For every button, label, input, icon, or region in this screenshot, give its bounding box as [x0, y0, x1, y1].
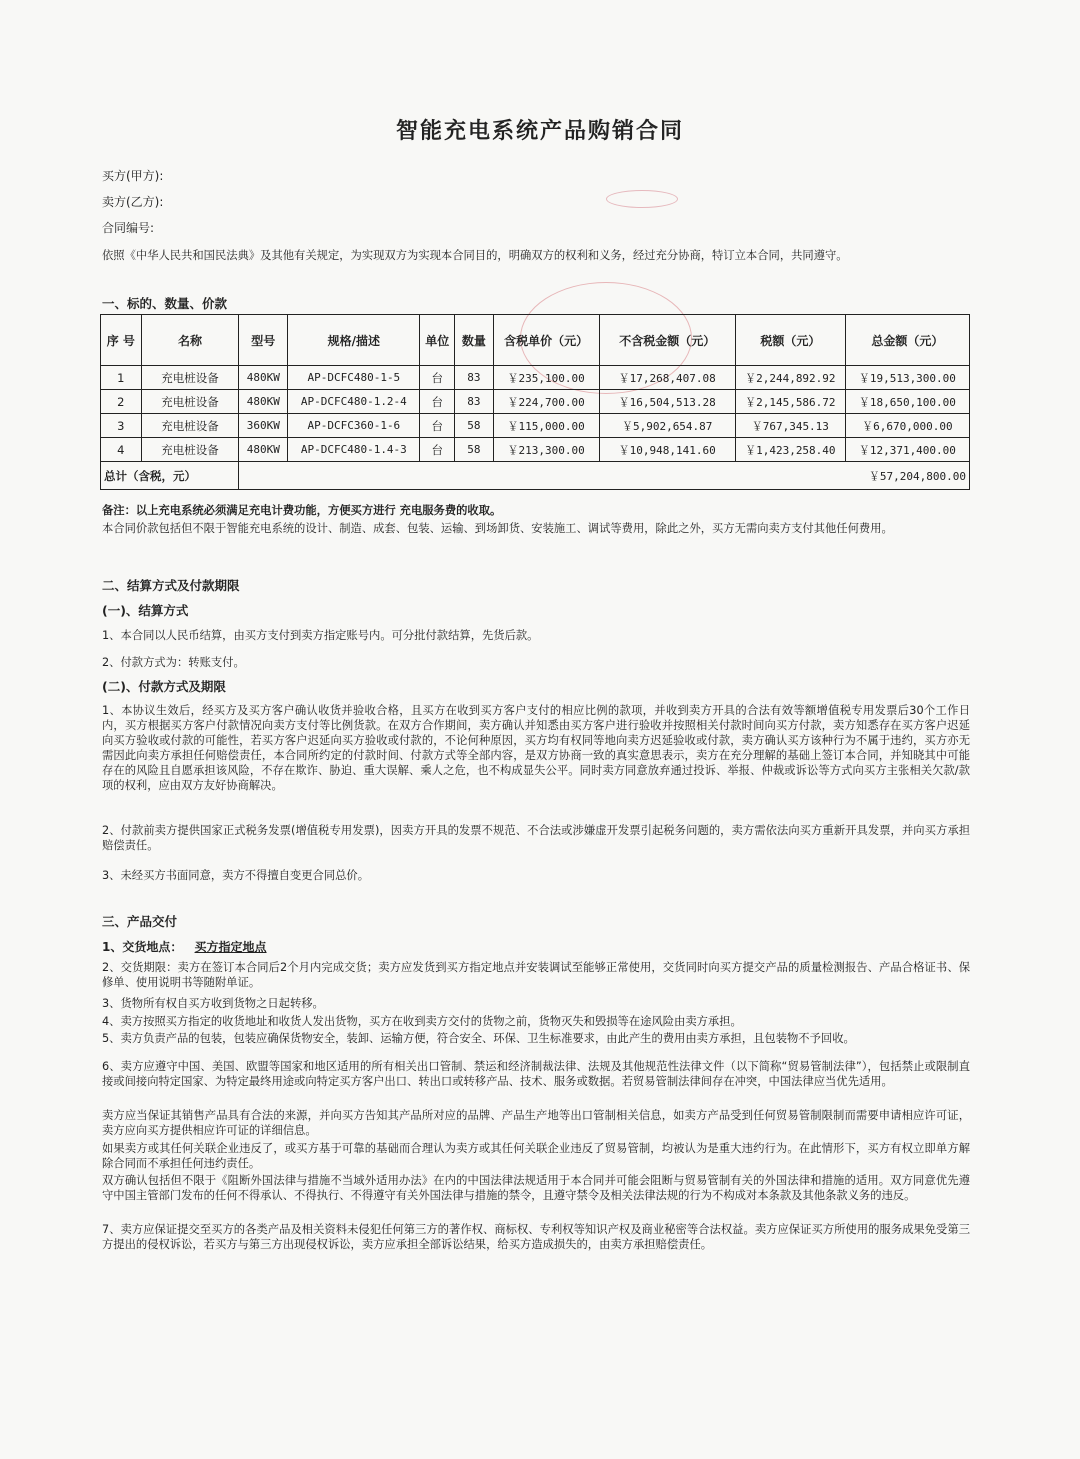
- settlement-p2: 2、付款方式为：转账支付。: [102, 656, 245, 669]
- settlement-p1: 1、本合同以人民币结算，由买方支付到卖方指定账号内。可分批付款结算，先货后款。: [102, 629, 539, 642]
- payment-p3: 3、未经买方书面同意，卖方不得擅自变更合同总价。: [102, 869, 370, 882]
- cell-qty: 83: [455, 366, 494, 390]
- cell-no: 2: [101, 390, 142, 414]
- delivery-p4: 4、卖方按照买方指定的收货地址和收货人发出货物，买方在收到卖方交付的货物之前，货物灭失和毁损等在途风险由卖方承担。: [102, 1015, 742, 1028]
- cell-net: ￥5,902,654.87: [599, 414, 735, 438]
- intro-paragraph: 依照《中华人民共和国民法典》及其他有关规定，为实现双方为实现本合同目的，明确双方的权利和义务，经过充分协商，特订立本合同，共同遵守。: [102, 249, 848, 262]
- cell-total: ￥12,371,400.00: [845, 438, 969, 462]
- section2-sub2: (二)、付款方式及期限: [102, 679, 226, 694]
- cell-qty: 58: [455, 438, 494, 462]
- contract-number-label: 合同编号:: [102, 221, 155, 235]
- cell-total: ￥6,670,000.00: [845, 414, 969, 438]
- cell-net: ￥17,268,407.08: [599, 366, 735, 390]
- cell-unit-price: ￥115,000.00: [493, 414, 599, 438]
- delivery-p6: 6、卖方应遵守中国、美国、欧盟等国家和地区适用的所有相关出口管制、禁运和经济制裁法律、法规及其他规范性法律文件（以下简称“贸易管制法律”），包括禁止或限制直接或间接向特定国家、为特定最终用途或向特定买方客户出口、转出口或转移产品、技术、服务或数据。若贸易管制法律间存在冲突，中国法律应当优先适用。: [102, 1060, 970, 1088]
- col-header: 单位: [420, 315, 455, 366]
- cell-tax: ￥2,244,892.92: [735, 366, 845, 390]
- table-note: 备注：以上充电系统必须满足充电计费功能，方便买方进行 充电服务费的收取。: [102, 504, 502, 517]
- cell-total: ￥19,513,300.00: [845, 366, 969, 390]
- cell-unit-price: ￥224,700.00: [493, 390, 599, 414]
- delivery-p5: 5、卖方负责产品的包装，包装应确保货物安全，装卸、运输方便，符合安全、环保、卫生标准要求，由此产生的费用由卖方承担，且包装物不予回收。: [102, 1032, 855, 1045]
- table-row: [101, 438, 970, 462]
- section2-heading: 二、结算方式及付款期限: [102, 578, 240, 593]
- delivery-place: [102, 939, 267, 955]
- cell-spec: AP-DCFC480-1-5: [288, 366, 420, 390]
- col-header: 数量: [455, 315, 494, 366]
- col-header: 含税单价（元）: [493, 315, 599, 366]
- cell-tax: ￥1,423,258.40: [735, 438, 845, 462]
- delivery-p8: 如果卖方或其任何关联企业违反了，或买方基于可靠的基础而合理认为卖方或其任何关联企业违反了贸易管制，均被认为是重大违约行为。在此情形下，买方有权立即单方解除合同而不承担任何违约责任。: [102, 1142, 970, 1170]
- cell-net: ￥16,504,513.28: [599, 390, 735, 414]
- cell-tax: ￥767,345.13: [735, 414, 845, 438]
- cell-tax: ￥2,145,586.72: [735, 390, 845, 414]
- col-header: 税额（元）: [735, 315, 845, 366]
- total-label: 总计（含税，元）: [101, 462, 239, 490]
- delivery-p7: 卖方应当保证其销售产品具有合法的来源，并向买方告知其产品所对应的品牌、产品生产地等出口管制相关信息，如卖方产品受到任何贸易管制限制而需要申请相应许可证，卖方应向买方提供相应许可证的详细信息。: [102, 1109, 970, 1137]
- payment-p2: 2、付款前卖方提供国家正式税务发票(增值税专用发票)，因卖方开具的发票不规范、不合法或涉嫌虚开发票引起税务问题的，卖方需依法向买方重新开具发票，并向买方承担赔偿责任。: [102, 824, 970, 852]
- total-value: ￥57,204,800.00: [239, 462, 970, 490]
- cell-unit: 台: [420, 438, 455, 462]
- price-scope: 本合同价款包括但不限于智能充电系统的设计、制造、成套、包装、运输、到场卸货、安装施工、调试等费用，除此之外，买方无需向卖方支付其他任何费用。: [102, 522, 893, 535]
- cell-no: 3: [101, 414, 142, 438]
- delivery-place-label: 1、交货地点：: [102, 940, 183, 954]
- table-row: [101, 390, 970, 414]
- cell-qty: 83: [455, 390, 494, 414]
- cell-model: 480KW: [239, 366, 288, 390]
- table-header-row: [101, 315, 970, 366]
- col-header: 不含税金额（元）: [599, 315, 735, 366]
- cell-net: ￥10,948,141.60: [599, 438, 735, 462]
- section3-heading: 三、产品交付: [102, 914, 178, 929]
- cell-unit-price: ￥213,300.00: [493, 438, 599, 462]
- delivery-place-value: 买方指定地点: [194, 940, 267, 954]
- cell-spec: AP-DCFC480-1.4-3: [288, 438, 420, 462]
- section1-heading: 一、标的、数量、价款: [102, 296, 228, 311]
- buyer-label: 买方(甲方):: [102, 169, 164, 183]
- table-row: [101, 366, 970, 390]
- cell-unit: 台: [420, 366, 455, 390]
- delivery-p2: 2、交货期限：卖方在签订本合同后2个月内完成交货；卖方应发货到买方指定地点并安装调试至能够正常使用，交货同时向买方提交产品的质量检测报告、产品合格证书、保修单、使用说明书等随附单证。: [102, 961, 970, 989]
- cell-model: 360KW: [239, 414, 288, 438]
- col-header: 型号: [239, 315, 288, 366]
- cell-name: 充电桩设备: [141, 414, 239, 438]
- delivery-p10: 7、卖方应保证提交至买方的各类产品及相关资料未侵犯任何第三方的著作权、商标权、专利权等知识产权及商业秘密等合法权益。卖方应保证买方所使用的服务成果免受第三方提出的侵权诉讼，若买方与第三方出现侵权诉讼，卖方应承担全部诉讼结果，给买方造成损失的，由卖方承担赔偿责任。: [102, 1223, 970, 1251]
- seller-label: 卖方(乙方):: [102, 195, 164, 209]
- page-title: 智能充电系统产品购销合同: [395, 119, 684, 144]
- table-row: [101, 414, 970, 438]
- col-header: 名称: [141, 315, 239, 366]
- cell-unit: 台: [420, 390, 455, 414]
- cell-no: 4: [101, 438, 142, 462]
- section2-sub1: (一)、结算方式: [102, 603, 189, 618]
- delivery-p9: 双方确认包括但不限于《阻断外国法律与措施不当域外适用办法》在内的中国法律法规适用于本合同并可能会阻断与贸易管制有关的外国法律和措施的适用。双方同意优先遵守中国主管部门发布的任何不得承认、不得执行、不得遵守有关外国法律与措施的禁令，且遵守禁令及相关法律法规的行为不构成对本条款及其他条款义务的违反。: [102, 1174, 970, 1202]
- cell-total: ￥18,650,100.00: [845, 390, 969, 414]
- cell-spec: AP-DCFC360-1-6: [288, 414, 420, 438]
- cell-unit-price: ￥235,100.00: [493, 366, 599, 390]
- cell-name: 充电桩设备: [141, 390, 239, 414]
- col-header: 序 号: [101, 315, 142, 366]
- cell-spec: AP-DCFC480-1.2-4: [288, 390, 420, 414]
- col-header: 总金额（元）: [845, 315, 969, 366]
- cell-no: 1: [101, 366, 142, 390]
- cell-model: 480KW: [239, 390, 288, 414]
- cell-qty: 58: [455, 414, 494, 438]
- table-total-row: [101, 462, 970, 490]
- cell-name: 充电桩设备: [141, 366, 239, 390]
- payment-p1: 1、本协议生效后，经买方及买方客户确认收货并验收合格，且买方在收到买方客户支付的相应比例的款项，并收到卖方开具的合法有效等额增值税专用发票后30个工作日内，买方根据买方客户付款情况向卖方支付等比例货款。在双方合作期间，卖方确认并知悉由买方客户进行验收并按照相关付款时间向买方付款，卖方知悉存在买方客户迟延向买方验收或付款的可能性，若买方客户迟延向买方验收或付款的，不论何种原因，买方均有权同等地向卖方迟延验收或付款，卖方确认买方该种行为不属于违约，买方亦无需因此向卖方承担任何赔偿责任，本合同所约定的付款时间、付款方式等全部内容，是双方协商一致的真实意思表示，卖方在充分理解的基础上签订本合同，并知晓其中可能存在的风险且自愿承担该风险，不存在欺诈、胁迫、重大误解、乘人之危，也不构成显失公平。同时卖方同意放弃通过投诉、举报、仲裁或诉讼等方式向买方主张相关欠款/款项的权利，应由双方友好协商解决。: [102, 704, 970, 792]
- delivery-p3: 3、货物所有权自买方收到货物之日起转移。: [102, 997, 324, 1010]
- cell-unit: 台: [420, 414, 455, 438]
- cell-model: 480KW: [239, 438, 288, 462]
- col-header: 规格/描述: [288, 315, 420, 366]
- items-table: [100, 314, 970, 490]
- seal-mark-top: [606, 190, 678, 208]
- cell-name: 充电桩设备: [141, 438, 239, 462]
